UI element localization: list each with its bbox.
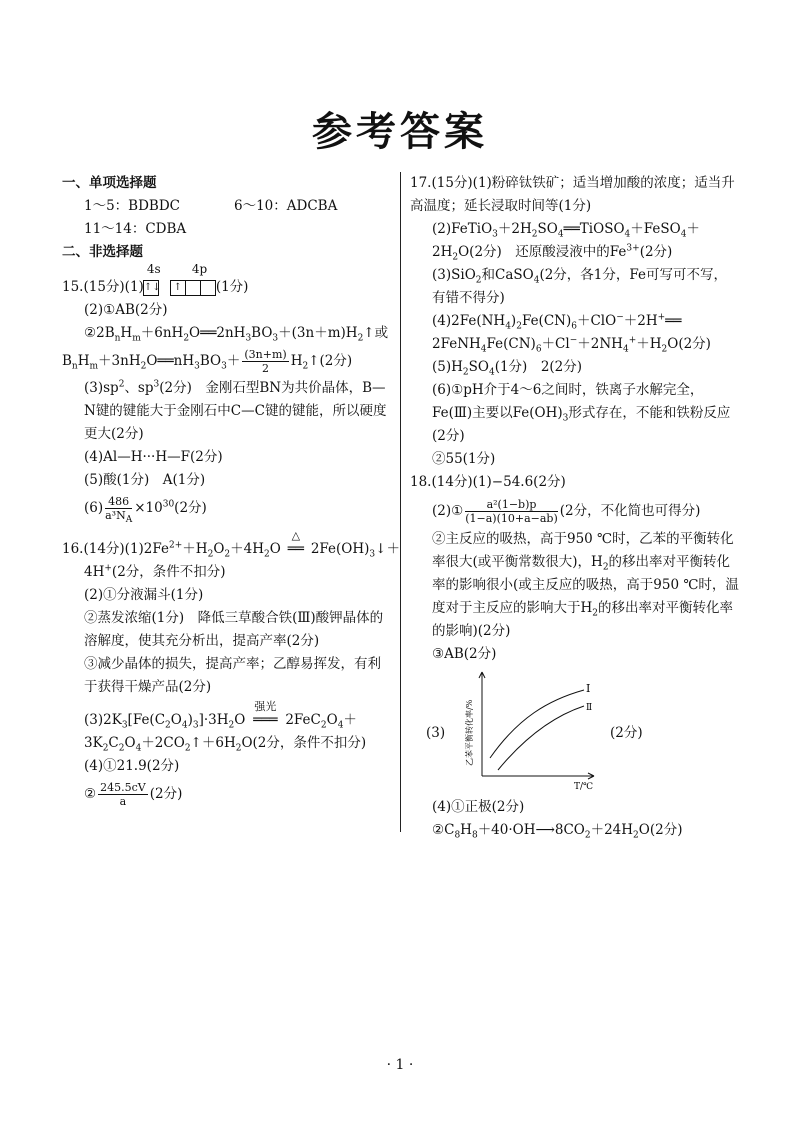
mc-answers-row1 <box>62 195 390 218</box>
q17-part7: ②55(1分) <box>432 451 496 467</box>
q17-part3: (3)SiO$_2$和CaSO$_4$(2分，各1分，Fe可写可不写，有错不得分) <box>432 267 728 306</box>
q16-p7-num: 245.5cV <box>100 781 146 794</box>
q17-part2: $(2)FeTiO_3+2H_2SO_4══TiOSO_4+FeSO_4+2H_2O(2$分) 还原酸浸液中的$Fe^{3+}(2$分) <box>432 221 700 263</box>
q18-p2-label: (2)① <box>432 503 464 519</box>
q18-p2-num: a²(1−b)p <box>465 498 558 512</box>
q16-part4: ③减少晶体的损失，提高产率；乙醇易挥发，有利于获得干燥产品(2分) <box>84 656 381 695</box>
q15-p6-label: (6) <box>84 500 104 516</box>
q17-part4b: $2FeNH_4Fe(CN)_6+Cl^-+2NH_4^++H_2O(2$分) <box>432 335 711 355</box>
mc-answers-11-14: 11～14：CDBA <box>84 221 187 237</box>
q16-part2: (2)①分液漏斗(1分) <box>84 587 204 603</box>
q15-eq2-lhs: $B_nH_m+3nH_2O══nH_3BO_3+$ <box>62 353 241 372</box>
q15-p6-fraction <box>105 495 133 526</box>
orbital-4s-label: 4s <box>146 262 161 276</box>
chart-axis-arrows <box>479 672 594 779</box>
orbital-4s-box: ↑↓ <box>143 280 159 296</box>
q18-part2 <box>410 494 740 528</box>
chart-y-label: 乙苯平衡转化率/% <box>465 699 474 766</box>
q15-eq2-rhs: $H_2↑(2$分) <box>290 353 353 372</box>
q15-equation-1: $②2B_nH_m+6nH_2O══2nH_3BO_3+(3n+m)H_2↑$或 <box>84 325 389 344</box>
column-divider <box>400 172 401 832</box>
q16-p7-score: (2分) <box>149 786 183 802</box>
mc-answers-6-10: 6～10：ADCBA <box>234 198 338 214</box>
page-title: 参考答案 <box>312 109 488 155</box>
q18-p2-score: (2分，不化简也可得分) <box>559 503 701 519</box>
chart-curve-2-label: Ⅱ <box>586 703 593 713</box>
q15-p6-den: $a^3N_A$ <box>105 509 133 526</box>
q17-part4: $(4)2Fe(NH_4)_2Fe(CN)_6+ClO^-+2H^+══$ <box>432 312 682 332</box>
q15-p6-num: 486 <box>105 495 132 509</box>
q16-p7-fraction <box>98 781 148 808</box>
page-number: · 1 · <box>386 1057 414 1073</box>
chart-curve-1-label: Ⅰ <box>586 682 591 695</box>
orbital-4p-box-2 <box>185 280 201 296</box>
section-heading-choice: 一、单项选择题 <box>62 175 157 191</box>
q18-part2c: ③AB(2分) <box>432 646 497 662</box>
q16-part1: 16.(14分)$(1)2Fe^{2+}+H_2O_2+4H_2O$ △ ══ $2Fe(OH)_3↓+$ <box>62 529 400 560</box>
q16-part5: $(3)2K_3[Fe(C_2O_4)_3]\cdot 3H_2O$ 强光 ═══ $2FeC_2O_4+$ <box>84 700 357 731</box>
q18-part1: 18.(14分)(1)−54.6(2分) <box>410 474 566 490</box>
q15-part6 <box>62 492 390 524</box>
q16-part6: (4)①21.9(2分) <box>84 758 180 774</box>
q15-part2: (2)①AB(2分) <box>84 302 168 318</box>
mc-answers-1-5: 1～5：BDBDC <box>84 198 180 214</box>
chart-x-label: T/℃ <box>574 782 594 790</box>
q17-part5: $(5)H_2SO_4(1$分) 2(2分) <box>432 359 583 378</box>
orbital-4p-box-3 <box>200 280 216 296</box>
orbital-4p-label: 4p <box>191 262 208 276</box>
q18-p2-den: (1−a)(10+a−ab) <box>465 512 558 525</box>
q15-label: 15.(15分)(1) <box>62 279 144 295</box>
q18-part4b: $②C_8H_8+40\cdot OH⟶8CO_2+24H_2O(2$分) <box>432 822 683 841</box>
q15-part3: $(3)sp^2$、$sp^3(2$分) 金刚石型BN为共价晶体，B—N键的键能大于金刚石中C—C键的键能，所以硬度更大(2分) <box>84 379 387 442</box>
q15-eq2-num: (3n+m) <box>244 348 287 361</box>
q16-part1b: 4H+(2分，条件不扣分) <box>84 563 226 580</box>
orbital-diagram <box>143 262 216 299</box>
q15-part1 <box>62 262 390 299</box>
q16-p7-den: a <box>119 795 127 808</box>
orbital-4p-box-1: ↑ <box>170 280 186 296</box>
chart-curve-2 <box>498 706 584 770</box>
q18-part3 <box>410 666 740 796</box>
q18-part4: (4)①正极(2分) <box>432 799 525 815</box>
q15-part1-score: (1分) <box>215 279 249 295</box>
q15-eq2-den: 2 <box>262 362 270 375</box>
q18-p3-label: (3) <box>426 725 446 741</box>
q18-p3-score: (2分) <box>610 725 643 741</box>
q17-part6: (6)①pH介于4～6之间时，铁离子水解完全，Fe(Ⅲ)主要以$Fe(OH)_3$形式存在，不能和铁粉反应(2分) <box>432 382 731 444</box>
q16-part3: ②蒸发浓缩(1分) 降低三草酸合铁(Ⅲ)酸钾晶体的溶解度，使其充分析出，提高产率(2分) <box>84 610 384 649</box>
conversion-chart <box>458 666 598 790</box>
section-heading-nonchoice: 二、非选择题 <box>62 244 143 260</box>
q16-part7 <box>62 778 390 810</box>
q16-part5b: $3K_2C_2O_4+2CO_2↑+6H_2O(2$分，条件不扣分) <box>84 735 367 754</box>
q15-eq2-fraction <box>242 348 288 375</box>
q15-part4: (4)Al—H···H—F(2分) <box>84 449 223 465</box>
q17-part1: 17.(15分)(1)粉碎钛铁矿；适当增加酸的浓度；适当升高温度；延长浸取时间等(1分) <box>410 175 735 214</box>
q18-part2b: ②主反应的吸热，高于950 ℃时，乙苯的平衡转化率很大(或平衡常数很大)，$H_2$的移出率对平衡转化率的影响很小(或主反应的吸热，高于950 ℃时，温度对于主反应的影响大于$H_2$的移出率对平衡转化率的影响)(2分) <box>432 531 739 639</box>
q15-part5: (5)酸(1分) A(1分) <box>84 472 206 488</box>
q15-equation-2 <box>62 345 390 377</box>
chart-curve-1 <box>490 690 584 758</box>
right-column <box>410 172 740 842</box>
q18-p2-fraction <box>465 498 558 525</box>
q16-p7-label: ② <box>84 786 97 802</box>
q15-p6-rest: $\times 10^{30}(2$分) <box>134 499 207 516</box>
left-column <box>62 172 400 810</box>
